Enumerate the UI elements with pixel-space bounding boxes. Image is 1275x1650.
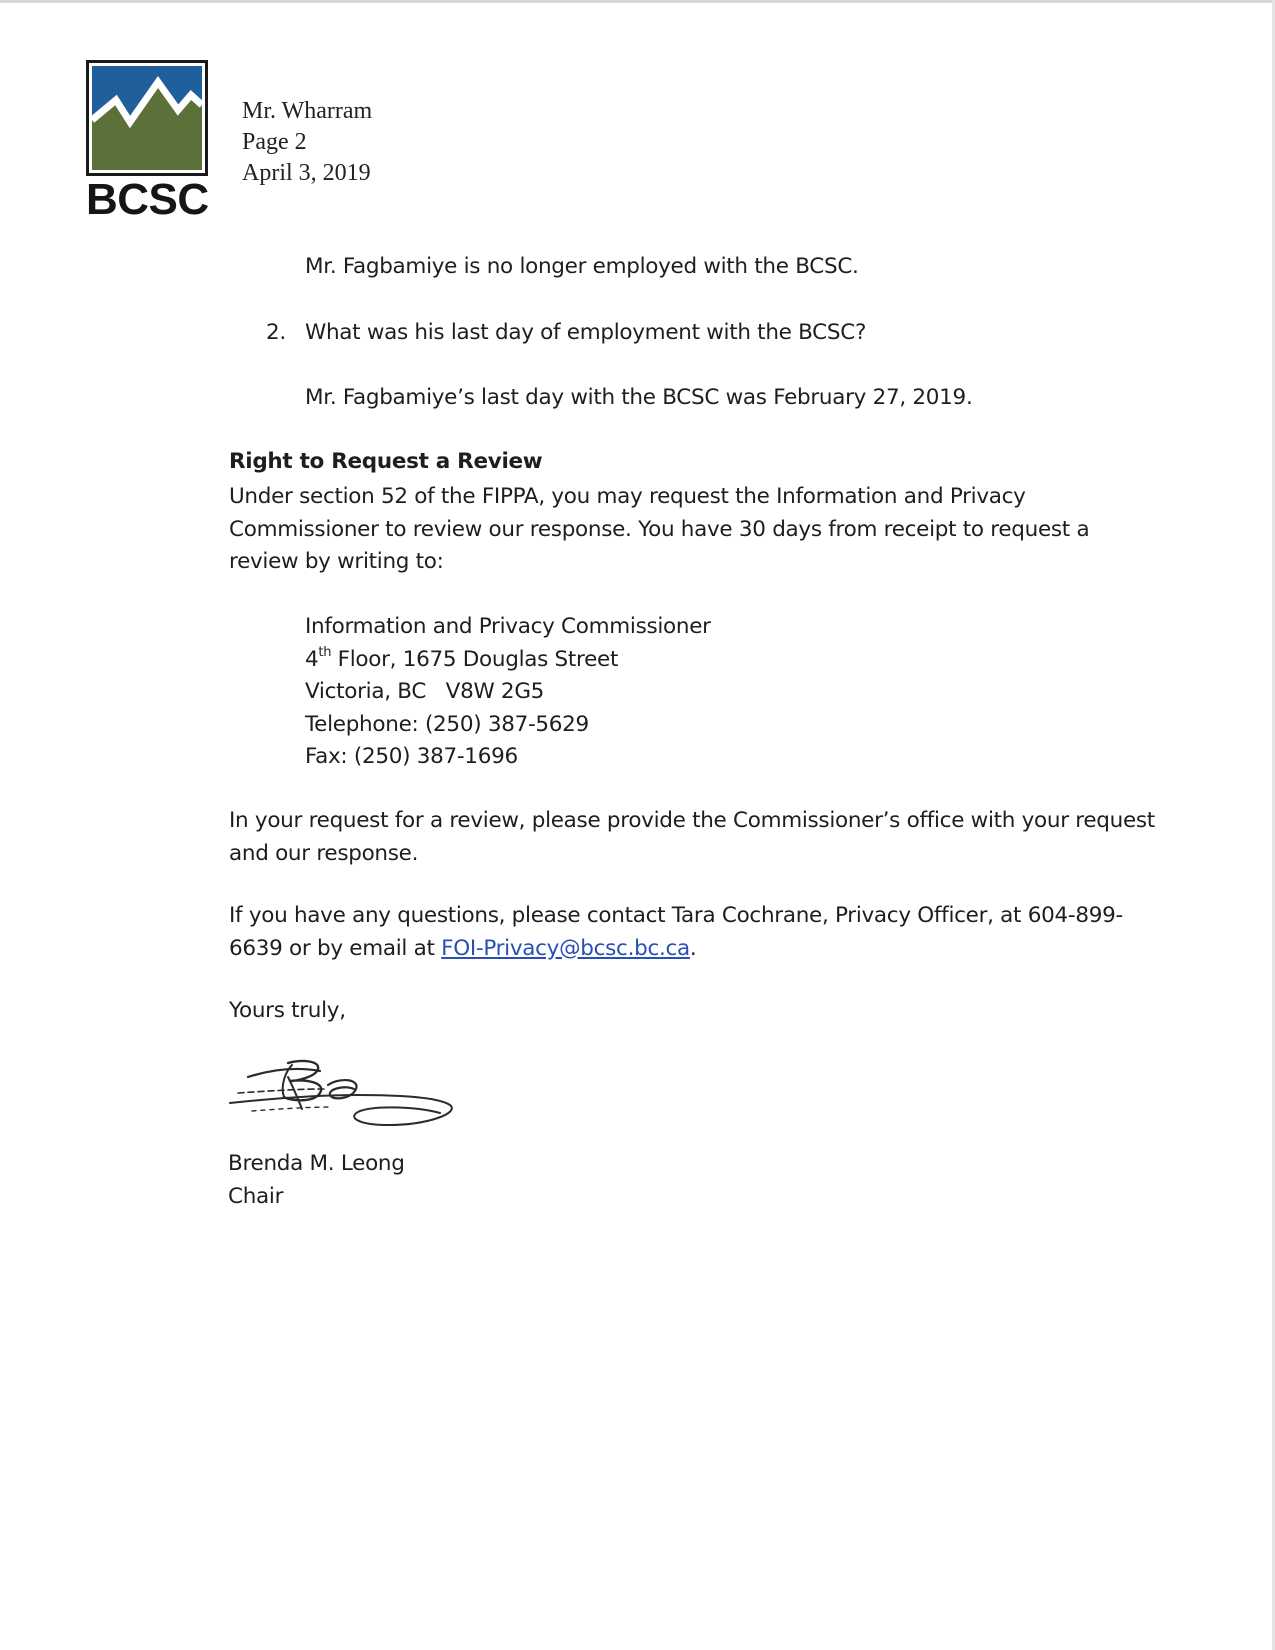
privacy-email-link[interactable]: FOI-Privacy@bcsc.bc.ca [441, 935, 690, 961]
letter-header [242, 96, 372, 189]
review-request-note: In your request for a review, please provide the Commissioner’s office with your request and our response. [229, 808, 1155, 866]
address-name: Information and Privacy Commissioner [305, 614, 711, 639]
address-floor-number: 4 [305, 646, 319, 672]
letter-date: April 3, 2019 [242, 160, 371, 186]
contact-text: If you have any questions, please contact Tara Cochrane, Privacy Officer, at 604-899-6639 or by email at [229, 903, 1123, 961]
bcsc-mountain-logo-icon [86, 60, 208, 176]
address-street: Floor, 1675 Douglas Street [331, 646, 619, 672]
page-top-edge [0, 0, 1275, 3]
answer-1: Mr. Fagbamiye is no longer employed with the BCSC. [305, 254, 859, 279]
address-telephone: Telephone: (250) 387-5629 [305, 711, 589, 737]
page-number: Page 2 [242, 129, 307, 155]
address-floor-ordinal: th [318, 644, 332, 660]
address-street-line [305, 644, 711, 677]
contact-paragraph [229, 900, 1129, 965]
commissioner-address [305, 611, 711, 774]
handwritten-signature [228, 1055, 460, 1135]
signer-block [228, 1148, 405, 1213]
salutation: Yours truly, [229, 998, 346, 1023]
review-body: Under section 52 of the FIPPA, you may request the Information and Privacy Commissioner to review our response. You have 30 days from receipt to request a review by writing to: [229, 484, 1090, 574]
question-2-number: 2. [266, 320, 286, 345]
question-2-text: What was his last day of employment with the BCSC? [305, 320, 867, 345]
recipient-name: Mr. Wharram [242, 98, 373, 124]
review-heading: Right to Request a Review [229, 449, 543, 474]
contact-suffix: . [689, 935, 697, 961]
address-fax: Fax: (250) 387-1696 [305, 744, 518, 769]
bcsc-logo [86, 60, 208, 222]
address-city: Victoria, BC V8W 2G5 [305, 679, 545, 704]
signer-name: Brenda M. Leong [228, 1151, 405, 1176]
answer-2: Mr. Fagbamiye’s last day with the BCSC was February 27, 2019. [305, 385, 973, 410]
bcsc-logo-text: BCSC [86, 175, 209, 224]
signer-title: Chair [228, 1183, 284, 1209]
